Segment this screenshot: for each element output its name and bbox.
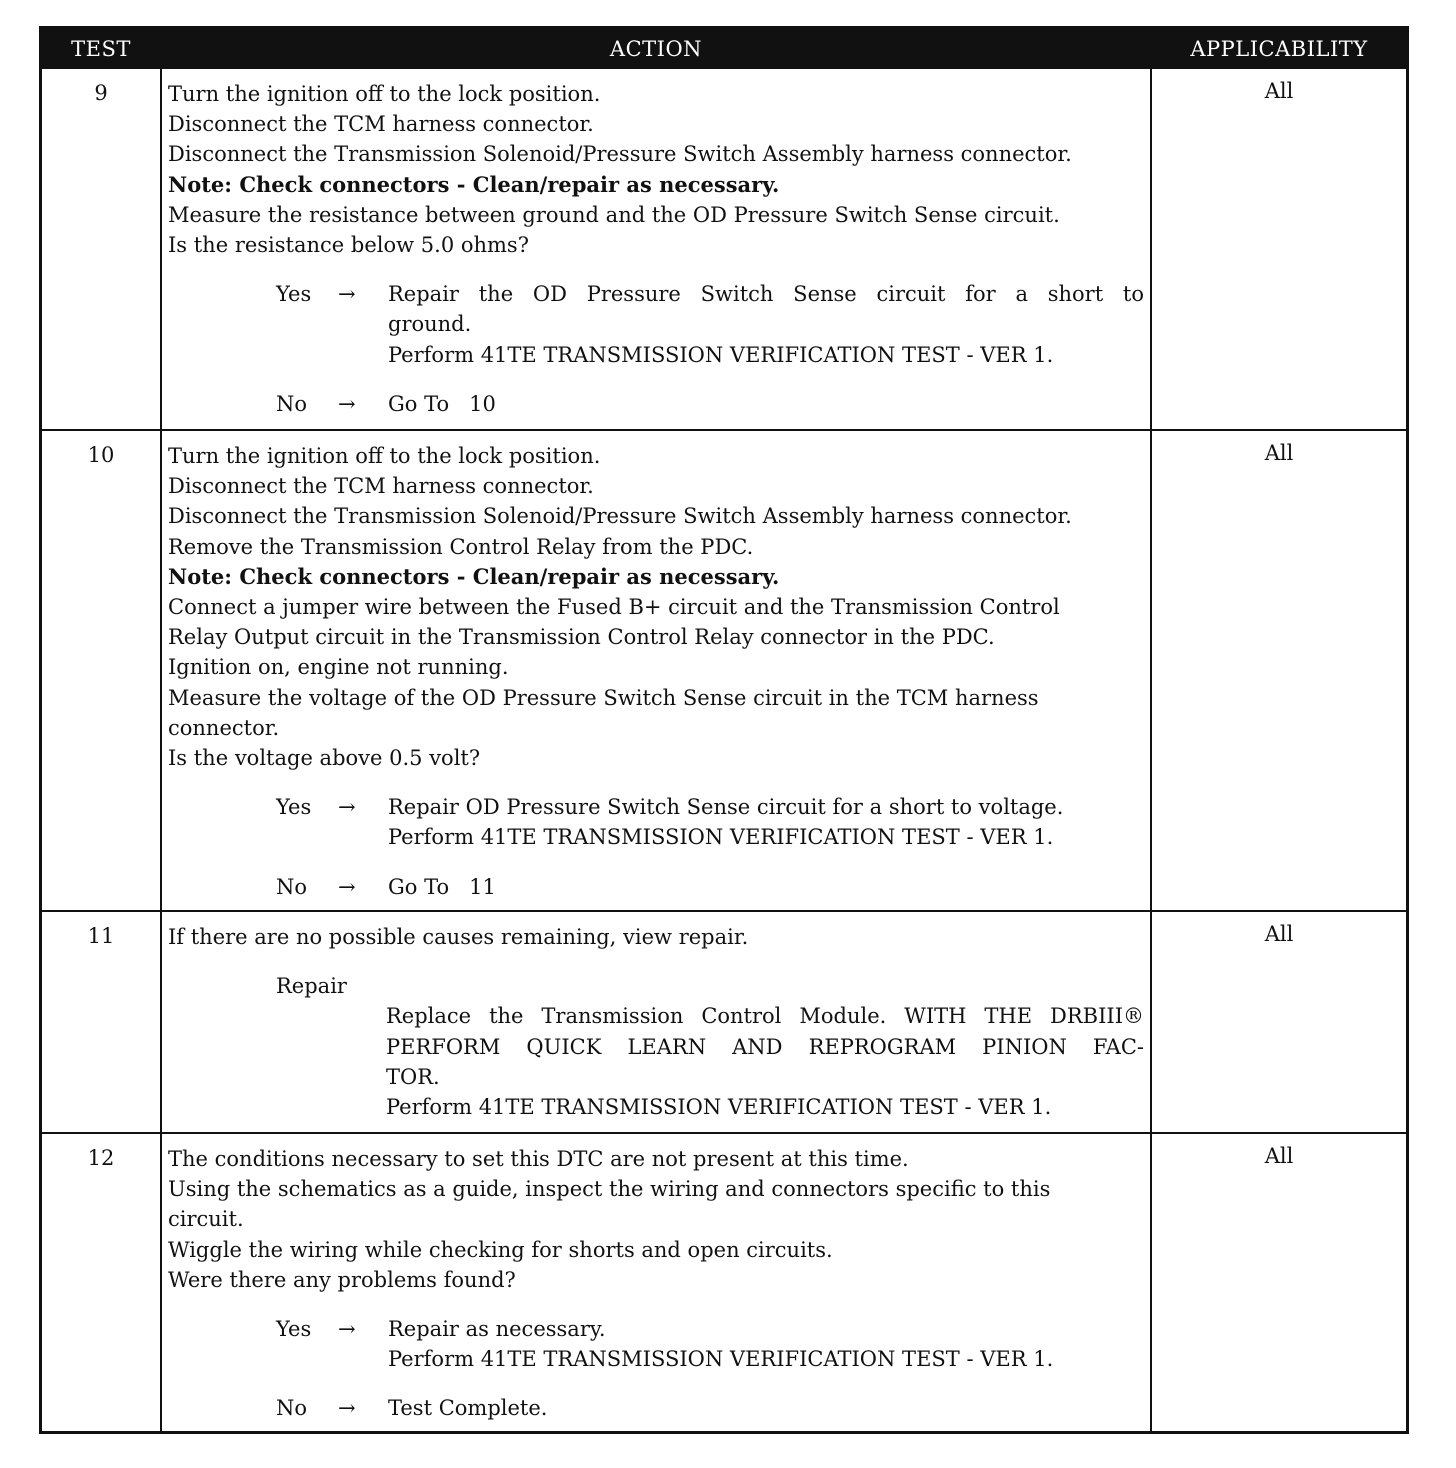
outcome-text: Repair OD Pressure Switch Sense circuit for a short to voltage. [388, 795, 1064, 820]
action-line: Turn the ignition off to the lock position. [168, 82, 601, 106]
applicability: All [1264, 922, 1294, 946]
action-line: Relay Output circuit in the Transmission Control Relay connector in the PDC. [168, 625, 995, 650]
table-row [42, 1134, 1406, 1431]
arrow-right-icon: → [338, 1396, 356, 1421]
no-outcome [168, 389, 1144, 419]
arrow-right-icon: → [338, 1317, 356, 1342]
header-action: ACTION [609, 37, 703, 61]
repair-label: Repair [276, 974, 347, 999]
action-line: Measure the resistance between ground and the OD Pressure Switch Sense circuit. [168, 202, 1060, 227]
arrow-right-icon: → [338, 874, 356, 899]
yes-label: Yes [276, 1317, 312, 1342]
outcome-text: Perform 41TE TRANSMISSION VERIFICATION TEST - VER 1. [388, 1347, 1054, 1372]
action-line: Disconnect the TCM harness connector. [168, 112, 594, 137]
action-line: Disconnect the Transmission Solenoid/Pressure Switch Assembly harness connector. [168, 142, 1072, 167]
action-cell [168, 441, 1144, 902]
test-number: 12 [87, 1146, 115, 1170]
action-line: Ignition on, engine not running. [168, 655, 509, 680]
applicability: All [1264, 1144, 1294, 1168]
yes-outcome [168, 1314, 1144, 1374]
yes-outcome [168, 792, 1144, 852]
arrow-right-icon: → [338, 795, 356, 820]
table-header [42, 29, 1406, 69]
action-line: Is the voltage above 0.5 volt? [168, 746, 481, 771]
action-line: Remove the Transmission Control Relay from the PDC. [168, 534, 754, 559]
arrow-right-icon: → [338, 391, 356, 416]
table-row [42, 431, 1406, 912]
outcome-text: Repair the OD Pressure Switch Sense circuit for a short to [388, 282, 1144, 307]
action-line: Connect a jumper wire between the Fused B+ circuit and the Transmission Control [168, 595, 1060, 620]
arrow-right-icon: → [338, 282, 356, 307]
test-number: 11 [87, 924, 115, 948]
action-note: Note: Check connectors - Clean/repair as necessary. [168, 171, 780, 197]
no-label: No [276, 1396, 308, 1421]
yes-label: Yes [276, 795, 312, 820]
action-note: Note: Check connectors - Clean/repair as necessary. [168, 563, 780, 589]
test-number: 9 [94, 81, 108, 105]
action-line: The conditions necessary to set this DTC are not present at this time. [168, 1147, 909, 1171]
action-line: Using the schematics as a guide, inspect the wiring and connectors specific to this [168, 1177, 1051, 1202]
action-cell [168, 1144, 1144, 1424]
action-line: Is the resistance below 5.0 ohms? [168, 233, 529, 258]
repair-outcome [168, 971, 1144, 1122]
action-line: Disconnect the Transmission Solenoid/Pressure Switch Assembly harness connector. [168, 504, 1072, 529]
repair-text: PERFORM QUICK LEARN AND REPROGRAM PINION FAC- [386, 1034, 1144, 1059]
action-line: Wiggle the wiring while checking for shorts and open circuits. [168, 1237, 833, 1262]
action-line: circuit. [168, 1207, 244, 1232]
action-cell [168, 79, 1144, 419]
outcome-text: Go To 11 [388, 874, 496, 899]
action-line: Were there any problems found? [168, 1267, 516, 1292]
header-test: TEST [71, 37, 131, 61]
action-line: connector. [168, 715, 280, 740]
outcome-text: Perform 41TE TRANSMISSION VERIFICATION TEST - VER 1. [388, 825, 1054, 850]
no-label: No [276, 874, 308, 899]
action-line: Turn the ignition off to the lock position. [168, 444, 601, 468]
applicability: All [1264, 79, 1294, 103]
outcome-text: Repair as necessary. [388, 1317, 606, 1342]
outcome-text: Test Complete. [388, 1396, 548, 1421]
outcome-text: Go To 10 [388, 391, 496, 416]
no-outcome [168, 872, 1144, 902]
yes-label: Yes [276, 282, 312, 307]
outcome-text: Perform 41TE TRANSMISSION VERIFICATION TEST - VER 1. [388, 342, 1054, 367]
table-row [42, 69, 1406, 431]
action-line: If there are no possible causes remaining, view repair. [168, 925, 749, 949]
table-row [42, 912, 1406, 1134]
action-line: Disconnect the TCM harness connector. [168, 474, 594, 499]
applicability: All [1264, 441, 1294, 465]
repair-text: Perform 41TE TRANSMISSION VERIFICATION TEST - VER 1. [386, 1095, 1052, 1120]
header-applicability: APPLICABILITY [1190, 37, 1368, 61]
repair-text: Replace the Transmission Control Module. WITH THE DRBIII® [386, 1004, 1144, 1029]
no-label: No [276, 391, 308, 416]
action-cell [168, 922, 1144, 1122]
action-line: Measure the voltage of the OD Pressure Switch Sense circuit in the TCM harness [168, 685, 1039, 710]
repair-text: TOR. [386, 1064, 440, 1089]
diagnostic-table [39, 26, 1409, 1434]
outcome-text: ground. [388, 312, 472, 337]
test-number: 10 [87, 443, 115, 467]
no-outcome [168, 1393, 1144, 1423]
yes-outcome [168, 279, 1144, 370]
